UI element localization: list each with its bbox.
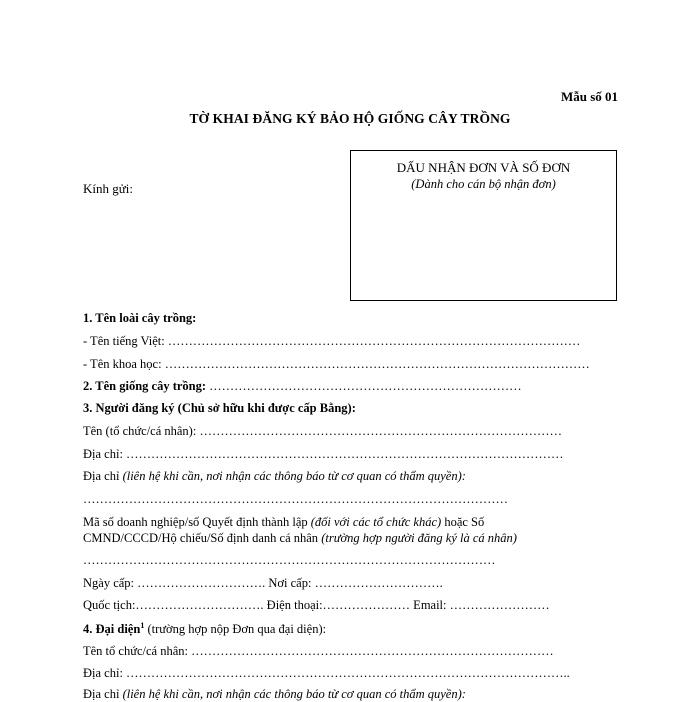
stamp-box — [350, 150, 617, 301]
rep-contact-label: Địa chỉ — [83, 687, 123, 701]
id-line1-note: (đối với các tổ chức khác) — [310, 515, 442, 529]
applicant-contact-dots: ………………………………………………………………………………………… — [83, 492, 508, 506]
applicant-name-field: Tên (tổ chức/cá nhân): …………………………………………………………………………… — [83, 424, 562, 438]
document-title: TỜ KHAI ĐĂNG KÝ BẢO HỘ GIỐNG CÂY TRỒNG — [189, 111, 511, 126]
issue-date-place-field: Ngày cấp: …………………………. Nơi cấp: …………………………. — [83, 576, 443, 590]
stamp-box-subtitle: (Dành cho cán bộ nhận đơn) — [411, 177, 556, 191]
id-line2-note: (trường hợp người đăng ký là cá nhân) — [321, 531, 517, 545]
id-line1-tail: hoặc Số — [441, 515, 485, 529]
contact-label: Địa chỉ — [83, 469, 123, 483]
representative-address-field: Địa chỉ: …………………………………………………………………………………………….. — [83, 666, 570, 680]
footnote-marker: 1 — [140, 621, 145, 630]
section2-dots: ………………………………………………………………… — [206, 379, 522, 393]
id-line-2 — [83, 531, 517, 546]
stamp-box-title: DẤU NHẬN ĐƠN VÀ SỐ ĐƠN — [396, 160, 571, 175]
id-line-1 — [83, 515, 484, 530]
sci-name-field: - Tên khoa học: ………………………………………………………………………………………… — [83, 357, 590, 371]
rep-contact-note: (liên hệ khi cần, nơi nhận các thông báo từ cơ quan có thẩm quyền): — [122, 687, 466, 701]
nationality-phone-email-field: Quốc tịch:…………………………. Điện thoại:………………… Email: …………………… — [83, 598, 550, 612]
id-dots: ……………………………………………………………………………………… — [83, 553, 496, 567]
section3-heading: 3. Người đăng ký (Chủ sở hữu khi được cấp Bằng): — [83, 401, 356, 415]
contact-note: (liên hệ khi cần, nơi nhận các thông báo từ cơ quan có thẩm quyền): — [122, 469, 466, 483]
section2-heading: 2. Tên giống cây trồng: — [83, 379, 207, 393]
section4-heading: 4. Đại diện — [83, 622, 141, 637]
applicant-contact-label-line — [83, 469, 466, 484]
representative-name-field: Tên tổ chức/cá nhân: …………………………………………………………………………… — [83, 644, 554, 658]
section2-line — [83, 379, 522, 394]
form-number: Mẫu số 01 — [560, 89, 618, 104]
applicant-address-field: Địa chỉ: …………………………………………………………………………………………… — [83, 447, 564, 461]
recipient-label: Kính gửi: — [83, 181, 134, 196]
section4-heading-line — [83, 621, 326, 637]
vn-name-field: - Tên tiếng Việt: ……………………………………………………………………………………… — [83, 334, 581, 348]
id-line2-text: CMND/CCCD/Hộ chiếu/Số định danh cá nhân — [83, 531, 322, 545]
section1-heading: 1. Tên loài cây trồng: — [83, 311, 197, 325]
id-line1-text: Mã số doanh nghiệp/số Quyết định thành lập — [83, 515, 311, 529]
section4-heading-note: (trường hợp nộp Đơn qua đại diện): — [144, 622, 327, 637]
